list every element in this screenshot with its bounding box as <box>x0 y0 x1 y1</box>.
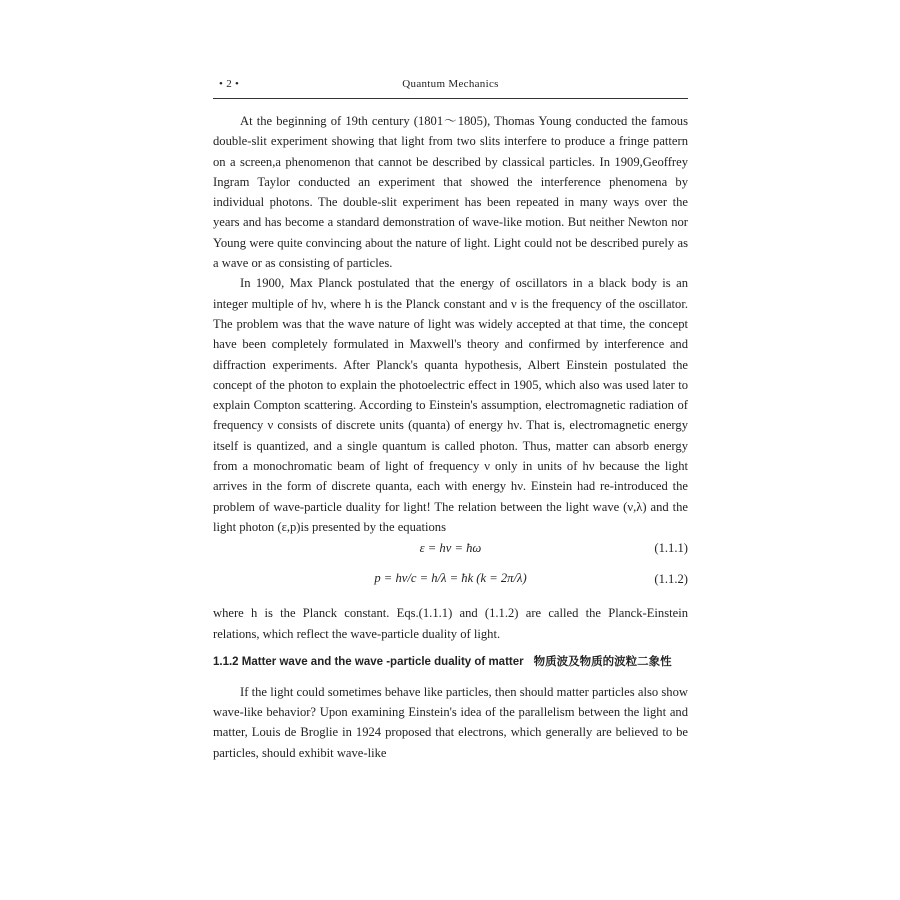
section-heading <box>213 652 688 672</box>
equation-number: (1.1.2) <box>654 572 688 587</box>
paragraph-planck-einstein: where h is the Planck constant. Eqs.(1.1.1) and (1.1.2) are called the Planck-Einstein relations, which reflect the wave-particle duality of light. <box>213 606 688 641</box>
paragraph-young: At the beginning of 19th century (1801～1805), Thomas Young conducted the famous double-slit experiment showing that light from two slits interfere to produce a fringe pattern on a screen,a phenomenon that cannot be described by classical particles. In 1909,Geoffrey Ingram Taylor conducted an experiment that showed the interference phenomena by individual photons. The double-slit experiment has been repeated in many ways over the years and has become a standard demonstration of wave-like motion. But neither Newton nor Young were quite convincing about the nature of light. Light could not be described purely as a wave or as consisting of particles. <box>213 114 688 271</box>
page-number: • 2 • <box>219 78 240 90</box>
book-title: Quantum Mechanics <box>402 78 499 90</box>
body-text <box>213 111 688 763</box>
paragraph-de-broglie: If the light could sometimes behave like particles, then should matter particles also show wave-like behavior? Upon examining Einstein's idea of the parallelism between the light and matter, Louis de Broglie in 1924 proposed that electrons, which generally are believed to be particles, should exhibit wave-like <box>213 684 688 760</box>
equation-expression: ε = hν = ħω <box>419 541 482 556</box>
section-title: 1.1.2 Matter wave and the wave -particle duality of matter <box>213 655 524 668</box>
paragraph-planck: In 1900, Max Planck postulated that the energy of oscillators in a black body is an integer multiple of hν, where h is the Planck constant and ν is the frequency of the oscillator. The problem was that the wave nature of light was widely accepted at that time, the concept have been completely formulated in Maxwell's theory and confirmed by interference and diffraction experiments. After Planck's quanta hypothesis, Albert Einstein postulated the concept of the photon to explain the photoelectric effect in 1905, which also was used later to explain Compton scattering. According to Einstein's assumption, electromagnetic radiation of frequency ν consists of discrete units (quanta) of energy hν. That is, electromagnetic energy itself is quantized, and a single quantum is called photon. Thus, matter can absorb energy from a monochromatic beam of light of frequency ν only in units of hν because the light arrives in the form of discrete quanta, each with energy hν. Einstein had re-introduced the problem of wave-particle duality for light! The relation between the light wave (ν,λ) and the light photon (ε,p)is presented by the equations <box>213 276 688 534</box>
equation-1-1-1 <box>213 537 688 559</box>
equation-expression: p = hν/c = h/λ = ħk (k = 2π/λ) <box>374 571 527 586</box>
equation-1-1-2 <box>213 559 688 599</box>
header-rule <box>213 98 688 99</box>
running-header <box>213 78 688 96</box>
section-title-chinese: 物质波及物质的波粒二象性 <box>533 655 672 668</box>
equation-number: (1.1.1) <box>654 541 688 556</box>
